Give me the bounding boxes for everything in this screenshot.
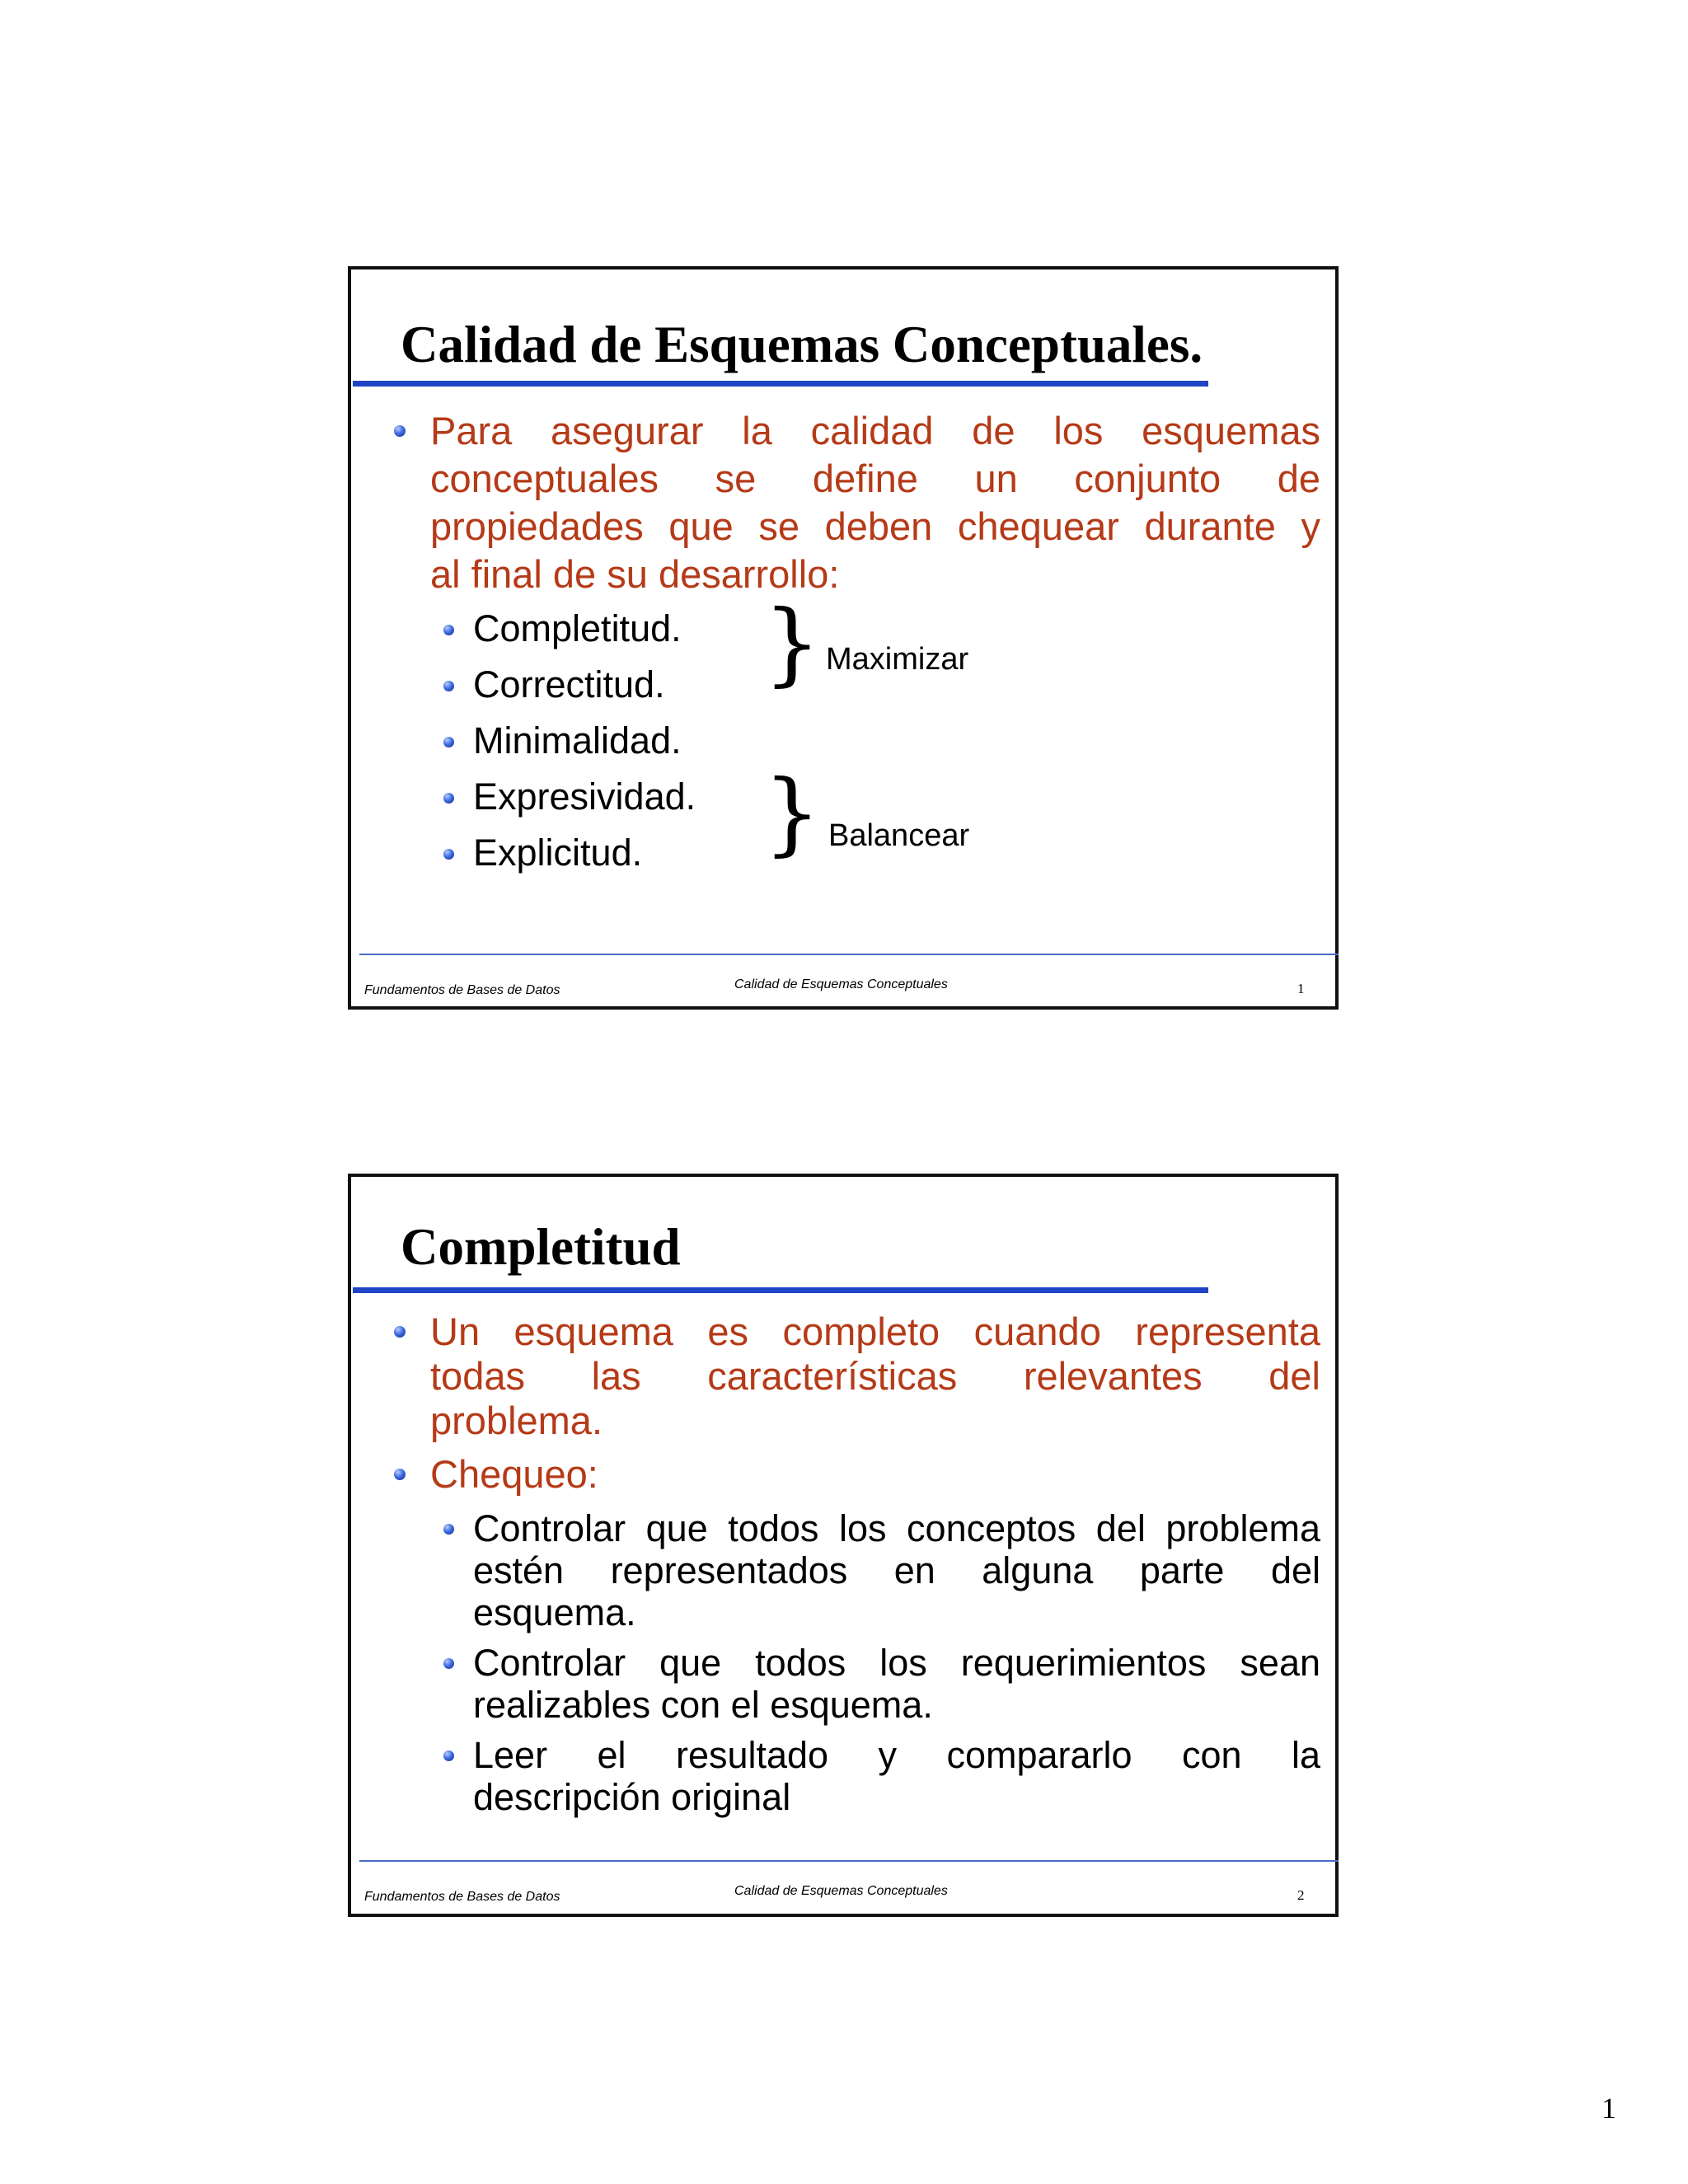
footer-rule: [359, 1860, 1339, 1862]
title-underline: [353, 1287, 1208, 1293]
blue-sphere-bullet-icon: [394, 1326, 406, 1338]
check-item: [473, 1736, 1320, 1821]
blue-sphere-bullet-icon: [443, 681, 454, 691]
slide-title: Completitud: [401, 1218, 681, 1276]
page-number: 1: [1601, 2092, 1616, 2125]
blue-sphere-bullet-icon: [443, 625, 454, 635]
property-item: Minimalidad.: [473, 719, 682, 762]
intro-line: al final de su desarrollo:: [430, 552, 840, 596]
intro-line: propiedades que se deben chequear durante y: [430, 504, 1320, 548]
intro-paragraph: [430, 411, 1320, 602]
blue-sphere-bullet-icon: [443, 737, 454, 748]
footer-course: Fundamentos de Bases de Datos: [364, 983, 560, 997]
property-item: Explicitud.: [473, 832, 643, 874]
intro-line: conceptuales se define un conjunto de: [430, 457, 1320, 500]
property-item: Completitud.: [473, 607, 682, 649]
check-item: [473, 1507, 1320, 1636]
title-underline: [353, 381, 1208, 387]
slide-number: 1: [1297, 981, 1305, 996]
check-line: descripción original: [473, 1776, 791, 1818]
check-line: Controlar que todos los requerimientos sean: [473, 1642, 1320, 1684]
blue-sphere-bullet-icon: [394, 1469, 406, 1480]
slide-title: Calidad de Esquemas Conceptuales.: [401, 316, 1203, 373]
blue-sphere-bullet-icon: [443, 1658, 454, 1669]
blue-sphere-bullet-icon: [443, 1750, 454, 1761]
point-line: todas las características relevantes del: [430, 1354, 1320, 1398]
footer-course: Fundamentos de Bases de Datos: [364, 1890, 560, 1904]
point-heading: [430, 1452, 1320, 1499]
check-line: esquema.: [473, 1591, 636, 1633]
blue-sphere-bullet-icon: [443, 1524, 454, 1535]
footer-topic: Calidad de Esquemas Conceptuales: [734, 1884, 948, 1898]
check-line: Controlar que todos los conceptos del problema: [473, 1507, 1320, 1549]
footer-topic: Calidad de Esquemas Conceptuales: [734, 977, 948, 991]
property-item: Expresividad.: [473, 776, 696, 818]
check-item: [473, 1644, 1320, 1728]
intro-line: Para asegurar la calidad de los esquemas: [430, 409, 1320, 452]
point-line: problema.: [430, 1399, 603, 1442]
curly-brace-icon: }: [763, 760, 821, 865]
group-label-maximize: Maximizar: [826, 642, 969, 677]
check-line: estén representados en alguna parte del: [473, 1549, 1320, 1591]
slide-1: [348, 266, 1339, 1010]
blue-sphere-bullet-icon: [443, 793, 454, 804]
check-line: realizables con el esquema.: [473, 1684, 933, 1726]
footer-rule: [359, 954, 1339, 955]
point-line: Chequeo:: [430, 1452, 598, 1496]
curly-brace-icon: }: [763, 590, 821, 696]
group-label-balance: Balancear: [828, 818, 970, 853]
check-line: Leer el resultado y compararlo con la: [473, 1734, 1320, 1776]
slide-2: [348, 1174, 1339, 1917]
property-item: Correctitud.: [473, 663, 665, 705]
blue-sphere-bullet-icon: [443, 849, 454, 860]
blue-sphere-bullet-icon: [394, 425, 406, 437]
point-line: Un esquema es completo cuando representa: [430, 1310, 1320, 1353]
slide-number: 2: [1297, 1887, 1305, 1903]
point-paragraph: [430, 1312, 1320, 1446]
